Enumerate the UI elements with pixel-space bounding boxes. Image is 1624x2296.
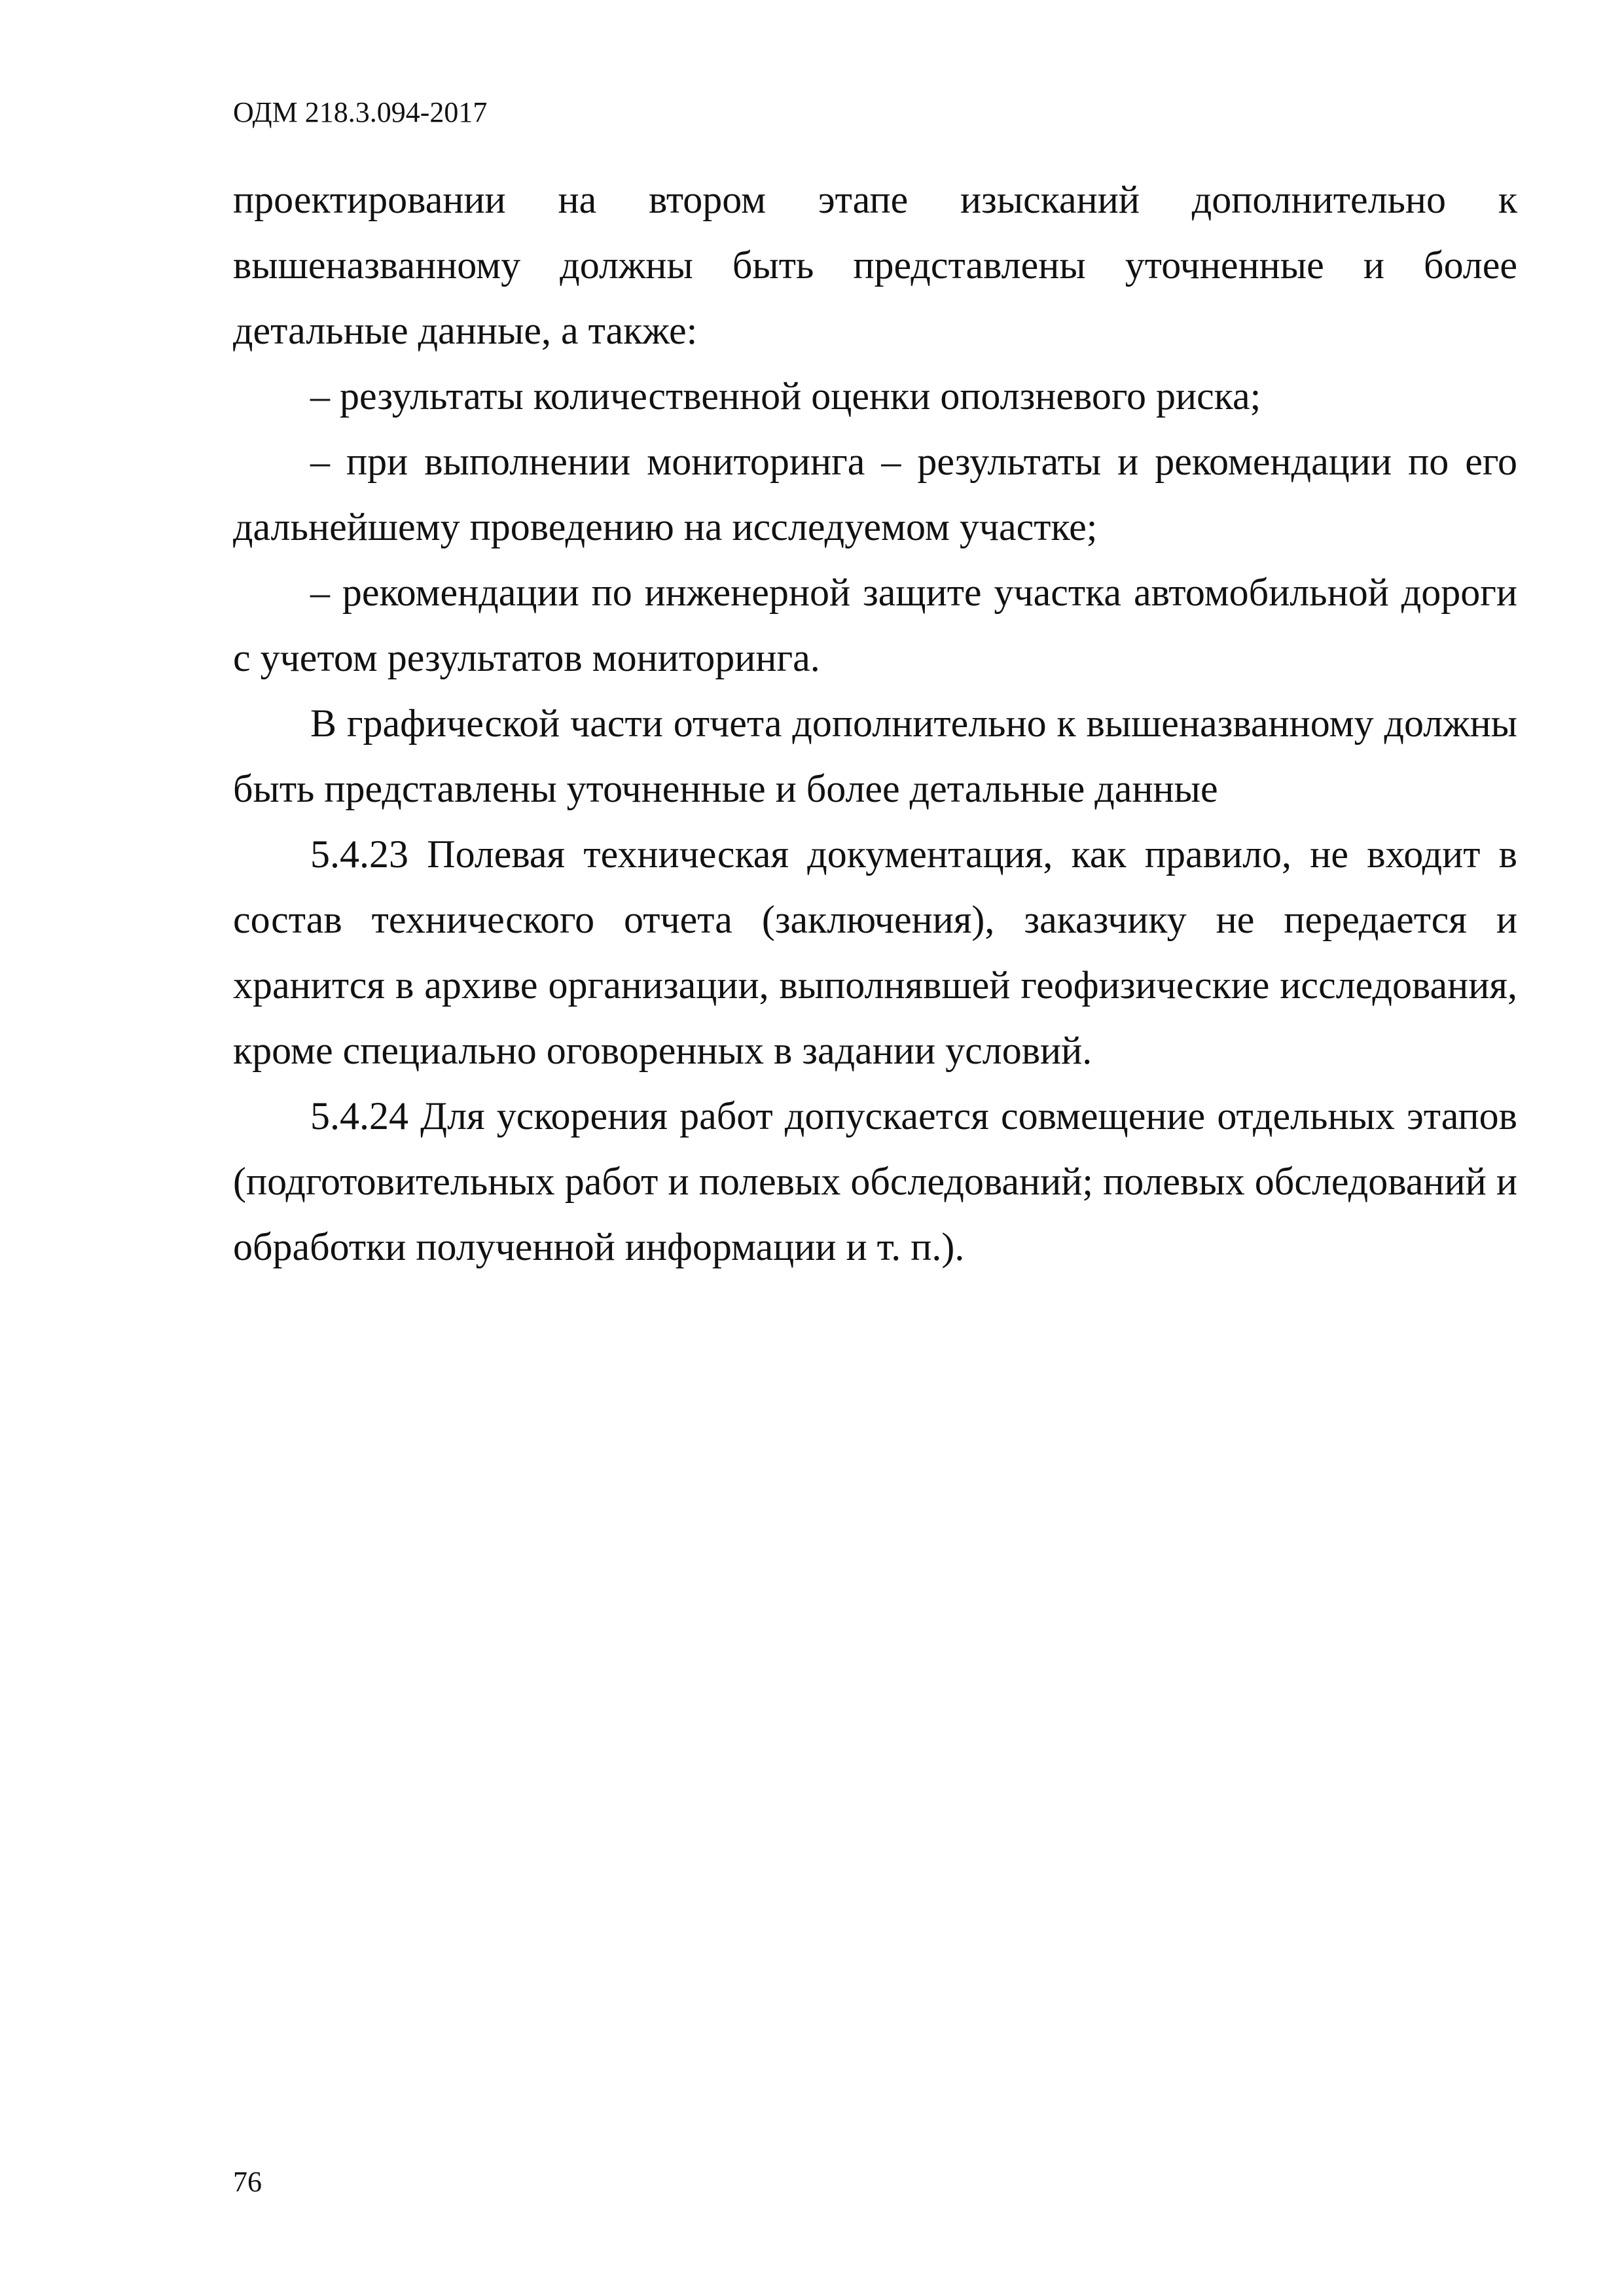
list-item-risk-assessment: – результаты количественной оценки оползневого риска; [310,374,1261,418]
paragraph-graphic-part: В графической части отчета дополнительно к вышеназванному должны быть представлены уточненные и более детальные данные [233,702,1517,810]
paragraph-continuation: проектировании на втором этапе изысканий дополнительно к вышеназванному должны быть представлены уточненные и более детальные данные, а также: [233,178,1517,352]
body-text [233,167,1517,1280]
page-number: 76 [233,2166,262,2198]
paragraph-5-4-23: 5.4.23 Полевая техническая документация, как правило, не входит в состав технического отчета (заключения), заказчику не передается и хранится в архиве организации, выполнявшей геофизические исследования, кроме специально оговоренных в задании условий. [233,833,1517,1072]
list-item-monitoring-results: – при выполнении мониторинга – результаты и рекомендации по его дальнейшему проведению на исследуемом участке; [233,440,1517,548]
document-code-header: ОДМ 218.3.094-2017 [233,96,488,128]
list-item-engineering-protection: – рекомендации по инженерной защите участка автомобильной дороги с учетом результатов мониторинга. [233,571,1517,679]
paragraph-5-4-24: 5.4.24 Для ускорения работ допускается совмещение отдельных этапов (подготовительных работ и полевых обследований; полевых обследований и обработки полученной информации и т. п.). [233,1094,1517,1268]
